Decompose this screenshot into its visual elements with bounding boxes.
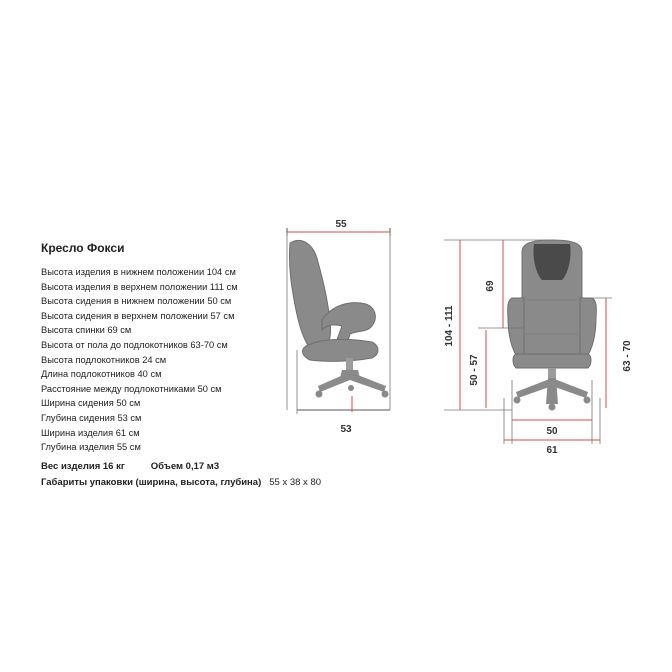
volume-text: Объем 0,17 м3 [150, 461, 220, 472]
spec-item: Высота подлокотников 24 см [41, 354, 167, 365]
front-caster [514, 397, 521, 404]
weight-text: Вес изделия 16 кг [41, 461, 125, 472]
spec-item: Глубина сидения 53 см [41, 412, 142, 423]
spec-item: Высота сидения в верхнем положении 57 см [41, 310, 235, 321]
spec-item: Длина подлокотников 40 см [41, 369, 162, 380]
side-dim-bottom-label: 53 [340, 424, 352, 435]
product-title: Кресло Фокси [41, 241, 125, 255]
side-backrest [289, 240, 330, 356]
spec-item: Расстояние между подлокотниками 50 см [41, 383, 222, 394]
spec-item: Высота от пола до подлокотников 63-70 см [41, 339, 228, 350]
side-caster [348, 385, 354, 391]
package-label: Габариты упаковки (ширина, высота, глубина) [41, 477, 262, 488]
front-seat-width-label: 50 [546, 426, 558, 437]
spec-item: Ширина сидения 50 см [41, 398, 141, 409]
front-base-center [546, 378, 558, 404]
front-caster [549, 404, 556, 411]
front-total-width-label: 61 [546, 445, 558, 456]
package-value: 55 х 38 х 80 [269, 477, 322, 488]
side-gas-lift [346, 358, 353, 372]
front-seat-height-label: 50 - 57 [469, 354, 480, 386]
spec-item: Высота спинки 69 см [41, 325, 132, 336]
front-armrest-right [580, 298, 596, 358]
spec-item: Высота изделия в нижнем положении 104 см [41, 267, 236, 277]
side-seat [303, 339, 378, 361]
front-back-height-label: 69 [485, 280, 496, 292]
front-caster [584, 397, 591, 404]
side-caster [316, 391, 323, 398]
front-view-chair [508, 240, 597, 411]
side-dim-top-label: 55 [335, 219, 347, 230]
spec-item: Глубина изделия 55 см [41, 442, 141, 453]
front-arm-height-label: 63 - 70 [622, 340, 633, 372]
spec-item: Высота изделия в верхнем положении 111 см [41, 281, 238, 292]
side-view-chair [289, 240, 388, 397]
side-caster [382, 391, 389, 398]
spec-item: Высота сидения в нижнем положении 50 см [41, 296, 232, 307]
front-total-height-label: 104 - 111 [444, 305, 455, 347]
front-seat [513, 354, 591, 368]
side-base-center [340, 370, 360, 378]
front-headrest [533, 244, 570, 280]
spec-item: Ширина изделия 61 см [41, 427, 140, 438]
